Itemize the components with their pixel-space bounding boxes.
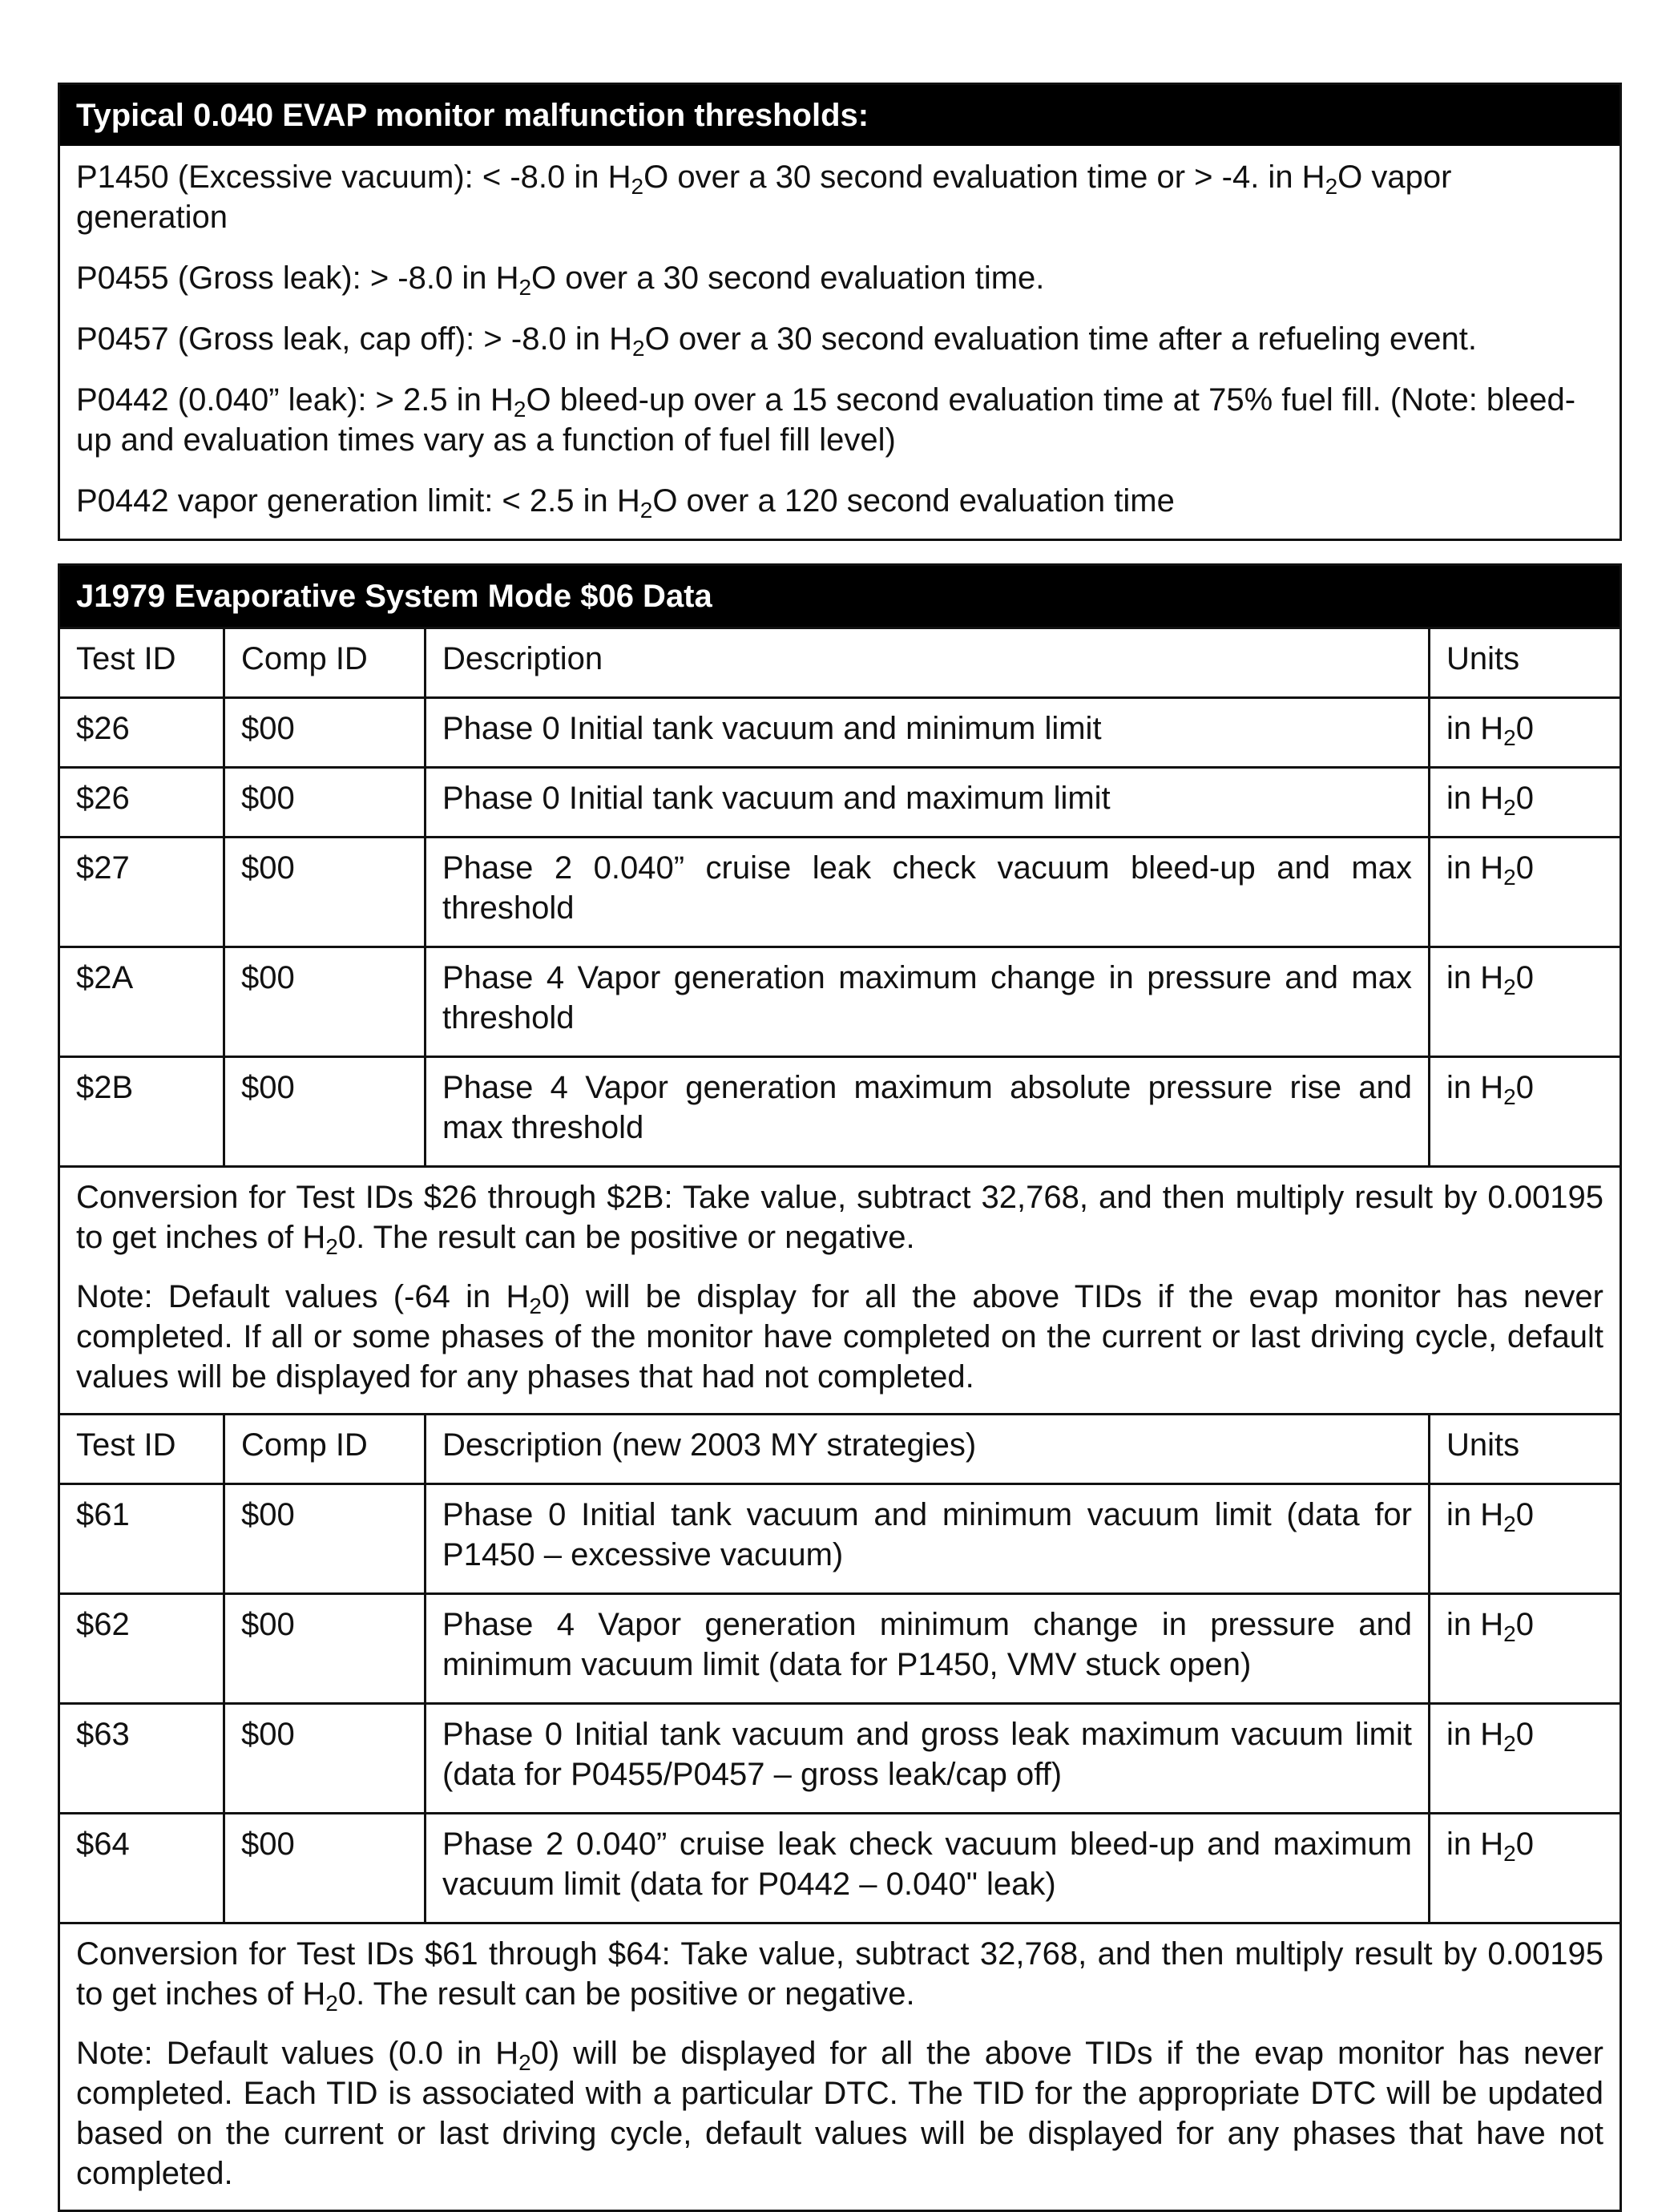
col-test-id: Test ID [60, 1415, 224, 1484]
col-description: Description (new 2003 MY strategies) [426, 1415, 1430, 1484]
threshold-line: P1450 (Excessive vacuum): < -8.0 in $H_2O$ over a 30 second evaluation time or > -4. in $H_2O$ vapor generation [76, 159, 1452, 235]
description-cell: Phase 0 Initial tank vacuum and gross leak maximum vacuum limit (data for P0455/P0457 – gross leak/cap off) [426, 1704, 1430, 1814]
comp-id-cell: $00 [224, 1594, 426, 1704]
table-row [60, 1594, 1620, 1704]
col-description: Description [426, 628, 1430, 698]
test-id-cell: $63 [60, 1704, 224, 1814]
comp-id-cell: $00 [224, 1814, 426, 1923]
test-id-cell: $64 [60, 1814, 224, 1923]
mode06-title: J1979 Evaporative System Mode $06 Data [60, 566, 1620, 627]
units-cell: in $H_20$ [1430, 1594, 1620, 1704]
comp-id-cell: $00 [224, 698, 426, 768]
description-cell: Phase 4 Vapor generation maximum absolute pressure rise and max threshold [426, 1057, 1430, 1167]
threshold-line: P0442 vapor generation limit: < 2.5 in $H_2O$ over a 120 second evaluation time [76, 483, 1175, 523]
description-cell: Phase 4 Vapor generation minimum change in pressure and minimum vacuum limit (data for P1450, VMV stuck open) [426, 1594, 1430, 1704]
units-cell: in $H_20$ [1430, 947, 1620, 1057]
table-row [60, 1057, 1620, 1167]
comp-id-cell: $00 [224, 1057, 426, 1167]
default-values-note: Note: Default values (0.0 in $H_20$) will be displayed for all the above TIDs if the evap monitor has never completed. Each TID is associated with a particular DTC. The TID for the appropriate DTC will be updated based on the current or last driving cycle, default values will be displayed for any phases that have not completed. [76, 2036, 1603, 2191]
units-cell: in $H_20$ [1430, 1814, 1620, 1923]
units-cell: in $H_20$ [1430, 1057, 1620, 1167]
conversion-text: Conversion for Test IDs $26 through $2B: Take value, subtract 32,768, and then multiply result by 0.00195 to get inches of $H_20$. The result can be positive or negative. [76, 1180, 1603, 1259]
units-cell: in $H_20$ [1430, 838, 1620, 947]
table-row [60, 1704, 1620, 1814]
units-cell: in $H_20$ [1430, 1484, 1620, 1594]
table-row [60, 768, 1620, 838]
col-units: Units [1430, 628, 1620, 698]
conversion-note-cell [60, 1167, 1620, 1415]
test-id-cell: $26 [60, 698, 224, 768]
table-row [60, 1484, 1620, 1594]
conversion-text: Conversion for Test IDs $61 through $64: Take value, subtract 32,768, and then multiply result by 0.00195 to get inches of $H_20$. The result can be positive or negative. [76, 1936, 1603, 2016]
conversion-note-row [60, 1923, 1620, 2210]
thresholds-box [58, 83, 1622, 541]
table-header-row [60, 628, 1620, 698]
table-row [60, 947, 1620, 1057]
units-cell: in $H_20$ [1430, 768, 1620, 838]
col-comp-id: Comp ID [224, 628, 426, 698]
table-row [60, 1814, 1620, 1923]
mode06-box [58, 563, 1622, 2212]
units-cell: in $H_20$ [1430, 1704, 1620, 1814]
col-units: Units [1430, 1415, 1620, 1484]
threshold-line: P0455 (Gross leak): > -8.0 in $H_2O$ over a 30 second evaluation time. [76, 260, 1045, 300]
table-row [60, 838, 1620, 947]
description-cell: Phase 0 Initial tank vacuum and minimum limit [426, 698, 1430, 768]
comp-id-cell: $00 [224, 1484, 426, 1594]
col-comp-id: Comp ID [224, 1415, 426, 1484]
description-cell: Phase 2 0.040” cruise leak check vacuum bleed-up and maximum vacuum limit (data for P0442 – 0.040" leak) [426, 1814, 1430, 1923]
comp-id-cell: $00 [224, 947, 426, 1057]
default-values-note: Note: Default values (-64 in $H_20$) will be display for all the above TIDs if the evap monitor has never completed. If all or some phases of the monitor have completed on the current or last driving cycle, default values will be displayed for any phases that had not completed. [76, 1279, 1604, 1395]
test-id-cell: $27 [60, 838, 224, 947]
mode06-table [60, 627, 1620, 2210]
conversion-note-row [60, 1167, 1620, 1415]
test-id-cell: $2B [60, 1057, 224, 1167]
comp-id-cell: $00 [224, 838, 426, 947]
test-id-cell: $26 [60, 768, 224, 838]
description-cell: Phase 4 Vapor generation maximum change in pressure and max threshold [426, 947, 1430, 1057]
conversion-note-cell [60, 1923, 1620, 2210]
threshold-line: P0457 (Gross leak, cap off): > -8.0 in $H_2O$ over a 30 second evaluation time after a refueling event. [76, 321, 1478, 361]
thresholds-title: Typical 0.040 EVAP monitor malfunction thresholds: [60, 85, 1620, 146]
description-cell: Phase 2 0.040” cruise leak check vacuum bleed-up and max threshold [426, 838, 1430, 947]
col-test-id: Test ID [60, 628, 224, 698]
table-row [60, 698, 1620, 768]
comp-id-cell: $00 [224, 768, 426, 838]
units-cell: in $H_20$ [1430, 698, 1620, 768]
description-cell: Phase 0 Initial tank vacuum and minimum vacuum limit (data for P1450 – excessive vacuum) [426, 1484, 1430, 1594]
comp-id-cell: $00 [224, 1704, 426, 1814]
test-id-cell: $62 [60, 1594, 224, 1704]
threshold-line: P0442 (0.040” leak): > 2.5 in $H_2O$ bleed-up over a 15 second evaluation time at 75% fuel fill. (Note: bleed-up and evaluation times vary as a function of fuel fill level) [76, 382, 1576, 458]
test-id-cell: $61 [60, 1484, 224, 1594]
description-cell: Phase 0 Initial tank vacuum and maximum limit [426, 768, 1430, 838]
test-id-cell: $2A [60, 947, 224, 1057]
table-header-row [60, 1415, 1620, 1484]
